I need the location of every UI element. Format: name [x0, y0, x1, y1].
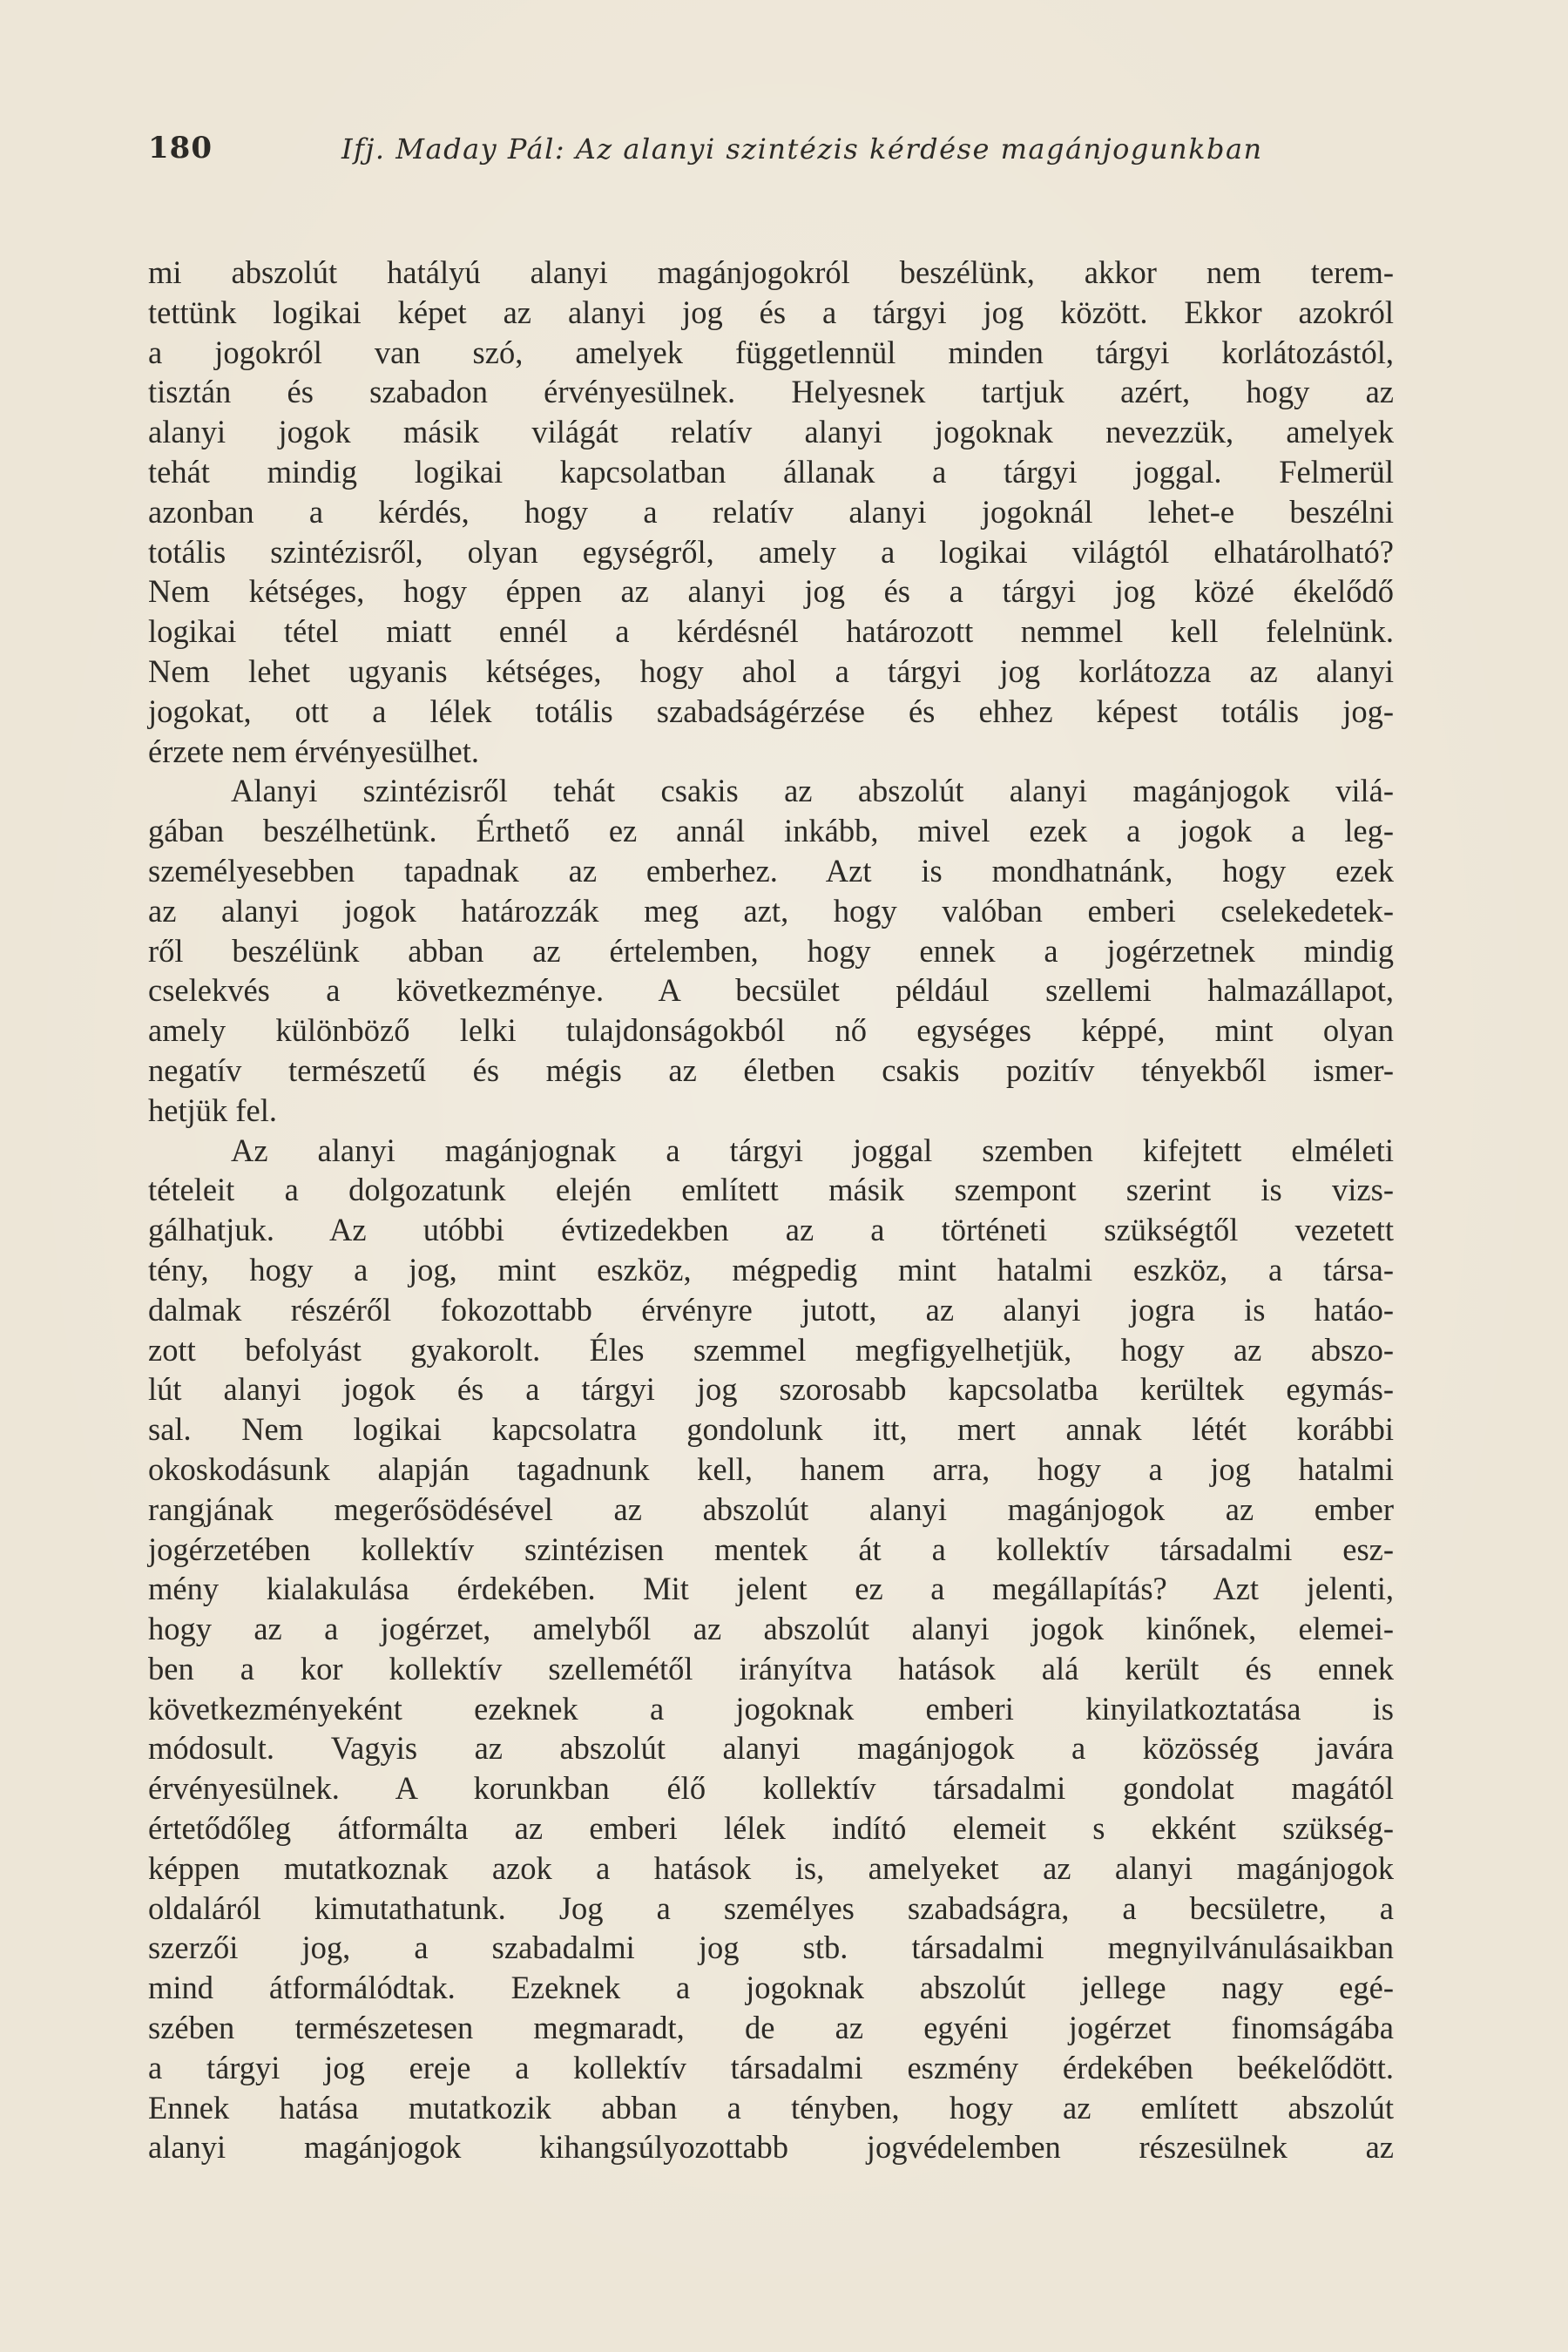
text-line: jogokat, ott a lélek totális szabadságérzése és ehhez képest totális jog-	[148, 693, 1394, 729]
text-line: cselekvés a következménye. A becsület például szellemi halmazállapot,	[148, 972, 1394, 1009]
text-line: tisztán és szabadon érvényesülnek. Helyesnek tartjuk azért, hogy az	[148, 374, 1394, 410]
text-line: negatív természetű és mégis az életben csakis pozitív tényekből ismer-	[148, 1051, 1394, 1088]
text-line: logikai tétel miatt ennél a kérdésnél határozott nemmel kell felelnünk.	[148, 613, 1394, 650]
text-line: tehát mindig logikai kapcsolatban állanak a tárgyi joggal. Felmerül	[148, 453, 1394, 490]
text-line: oldaláról kimutathatunk. Jog a személyes szabadságra, a becsületre, a	[148, 1889, 1394, 1926]
text-line: Az alanyi magánjognak a tárgyi joggal szemben kifejtett elméleti	[231, 1132, 1394, 1168]
text-line: okoskodásunk alapján tagadnunk kell, hanem arra, hogy a jog hatalmi	[148, 1450, 1394, 1487]
text-line: ről beszélünk abban az értelemben, hogy ennek a jogérzetnek mindig	[148, 932, 1394, 969]
body-text	[148, 253, 1394, 2256]
text-line: személyesebben tapadnak az emberhez. Azt is mondhatnánk, hogy ezek	[148, 852, 1394, 889]
text-line: az alanyi jogok határozzák meg azt, hogy valóban emberi cselekedetek-	[148, 892, 1394, 929]
text-line: amely különböző lelki tulajdonságokból nő egységes képpé, mint olyan	[148, 1012, 1394, 1049]
text-line: ben a kor kollektív szellemétől irányítva hatások alá került és ennek	[148, 1650, 1394, 1686]
text-line: Nem lehet ugyanis kétséges, hogy ahol a tárgyi jog korlátozza az alanyi	[148, 652, 1394, 689]
text-line: sal. Nem logikai kapcsolatra gondolunk itt, mert annak létét korábbi	[148, 1411, 1394, 1448]
page-header	[148, 131, 1420, 183]
page-number: 180	[148, 131, 213, 166]
text-line: azonban a kérdés, hogy a relatív alanyi jogoknál lehet-e beszélni	[148, 493, 1394, 530]
text-line: dalmak részéről fokozottabb érvényre jutott, az alanyi jogra is hatáo-	[148, 1291, 1394, 1328]
text-line: hetjük fel.	[148, 1092, 277, 1128]
text-line: tételeit a dolgozatunk elején említett másik szempont szerint is vizs-	[148, 1172, 1394, 1208]
text-line: érzete nem érvényesülhet.	[148, 733, 480, 769]
text-line: alanyi magánjogok kihangsúlyozottabb jogvédelemben részesülnek az	[148, 2129, 1394, 2166]
text-line: zott befolyást gyakorolt. Éles szemmel megfigyelhetjük, hogy az abszo-	[148, 1331, 1394, 1368]
running-head: Ifj. Maday Pál: Az alanyi szintézis kérdése magánjogunkban	[341, 132, 1263, 166]
text-line: gálhatjuk. Az utóbbi évtizedekben az a történeti szükségtől vezetett	[148, 1212, 1394, 1248]
paragraph-3	[148, 1131, 1394, 2168]
text-line: szerzői jog, a szabadalmi jog stb. társadalmi megnyilvánulásaikban	[148, 1930, 1394, 1966]
text-line: képpen mutatkoznak azok a hatások is, amelyeket az alanyi magánjogok	[148, 1849, 1394, 1886]
text-line: Nem kétséges, hogy éppen az alanyi jog és a tárgyi jog közé ékelődő	[148, 573, 1394, 610]
text-line: alanyi jogok másik világát relatív alanyi jogoknak nevezzük, amelyek	[148, 414, 1394, 450]
text-line: értetődőleg átformálta az emberi lélek indító elemeit s ekként szükség-	[148, 1810, 1394, 1847]
text-line: a tárgyi jog ereje a kollektív társadalmi eszmény érdekében beékelődött.	[148, 2049, 1394, 2085]
paragraph-1	[148, 253, 1394, 771]
text-line: jogérzetében kollektív szintézisen mentek át a kollektív társadalmi esz-	[148, 1531, 1394, 1567]
text-line: tettünk logikai képet az alanyi jog és a tárgyi jog között. Ekkor azokról	[148, 294, 1394, 330]
text-line: mény kialakulása érdekében. Mit jelent ez a megállapítás? Azt jelenti,	[148, 1571, 1394, 1607]
text-line: módosult. Vagyis az abszolút alanyi magánjogok a közösség javára	[148, 1730, 1394, 1767]
paragraph-2	[148, 771, 1394, 1130]
text-line: Ennek hatása mutatkozik abban a tényben, hogy az említett abszolút	[148, 2089, 1394, 2126]
text-line: gában beszélhetünk. Érthető ez annál inkább, mivel ezek a jogok a leg-	[148, 813, 1394, 849]
text-line: érvényesülnek. A korunkban élő kollektív társadalmi gondolat magától	[148, 1770, 1394, 1807]
text-line: lút alanyi jogok és a tárgyi jog szorosabb kapcsolatba kerültek egymás-	[148, 1371, 1394, 1408]
text-line: rangjának megerősödésével az abszolút alanyi magánjogok az ember	[148, 1490, 1394, 1527]
text-line: hogy az a jogérzet, amelyből az abszolút alanyi jogok kinőnek, elemei-	[148, 1611, 1394, 1647]
text-line: következményeként ezeknek a jogoknak emberi kinyilatkoztatása is	[148, 1690, 1394, 1727]
text-line: mind átformálódtak. Ezeknek a jogoknak abszolút jellege nagy egé-	[148, 1970, 1394, 2006]
text-line: a jogokról van szó, amelyek függetlennül minden tárgyi korlátozástól,	[148, 334, 1394, 370]
text-line: totális szintézisről, olyan egységről, amely a logikai világtól elhatárolható?	[148, 533, 1394, 570]
text-line: szében természetesen megmaradt, de az egyéni jogérzet finomságába	[148, 2010, 1394, 2046]
text-line: mi abszolút hatályú alanyi magánjogokról beszélünk, akkor nem terem-	[148, 254, 1394, 290]
text-line: tény, hogy a jog, mint eszköz, mégpedig mint hatalmi eszköz, a társa-	[148, 1251, 1394, 1288]
text-line: Alanyi szintézisről tehát csakis az abszolút alanyi magánjogok vilá-	[231, 773, 1394, 809]
